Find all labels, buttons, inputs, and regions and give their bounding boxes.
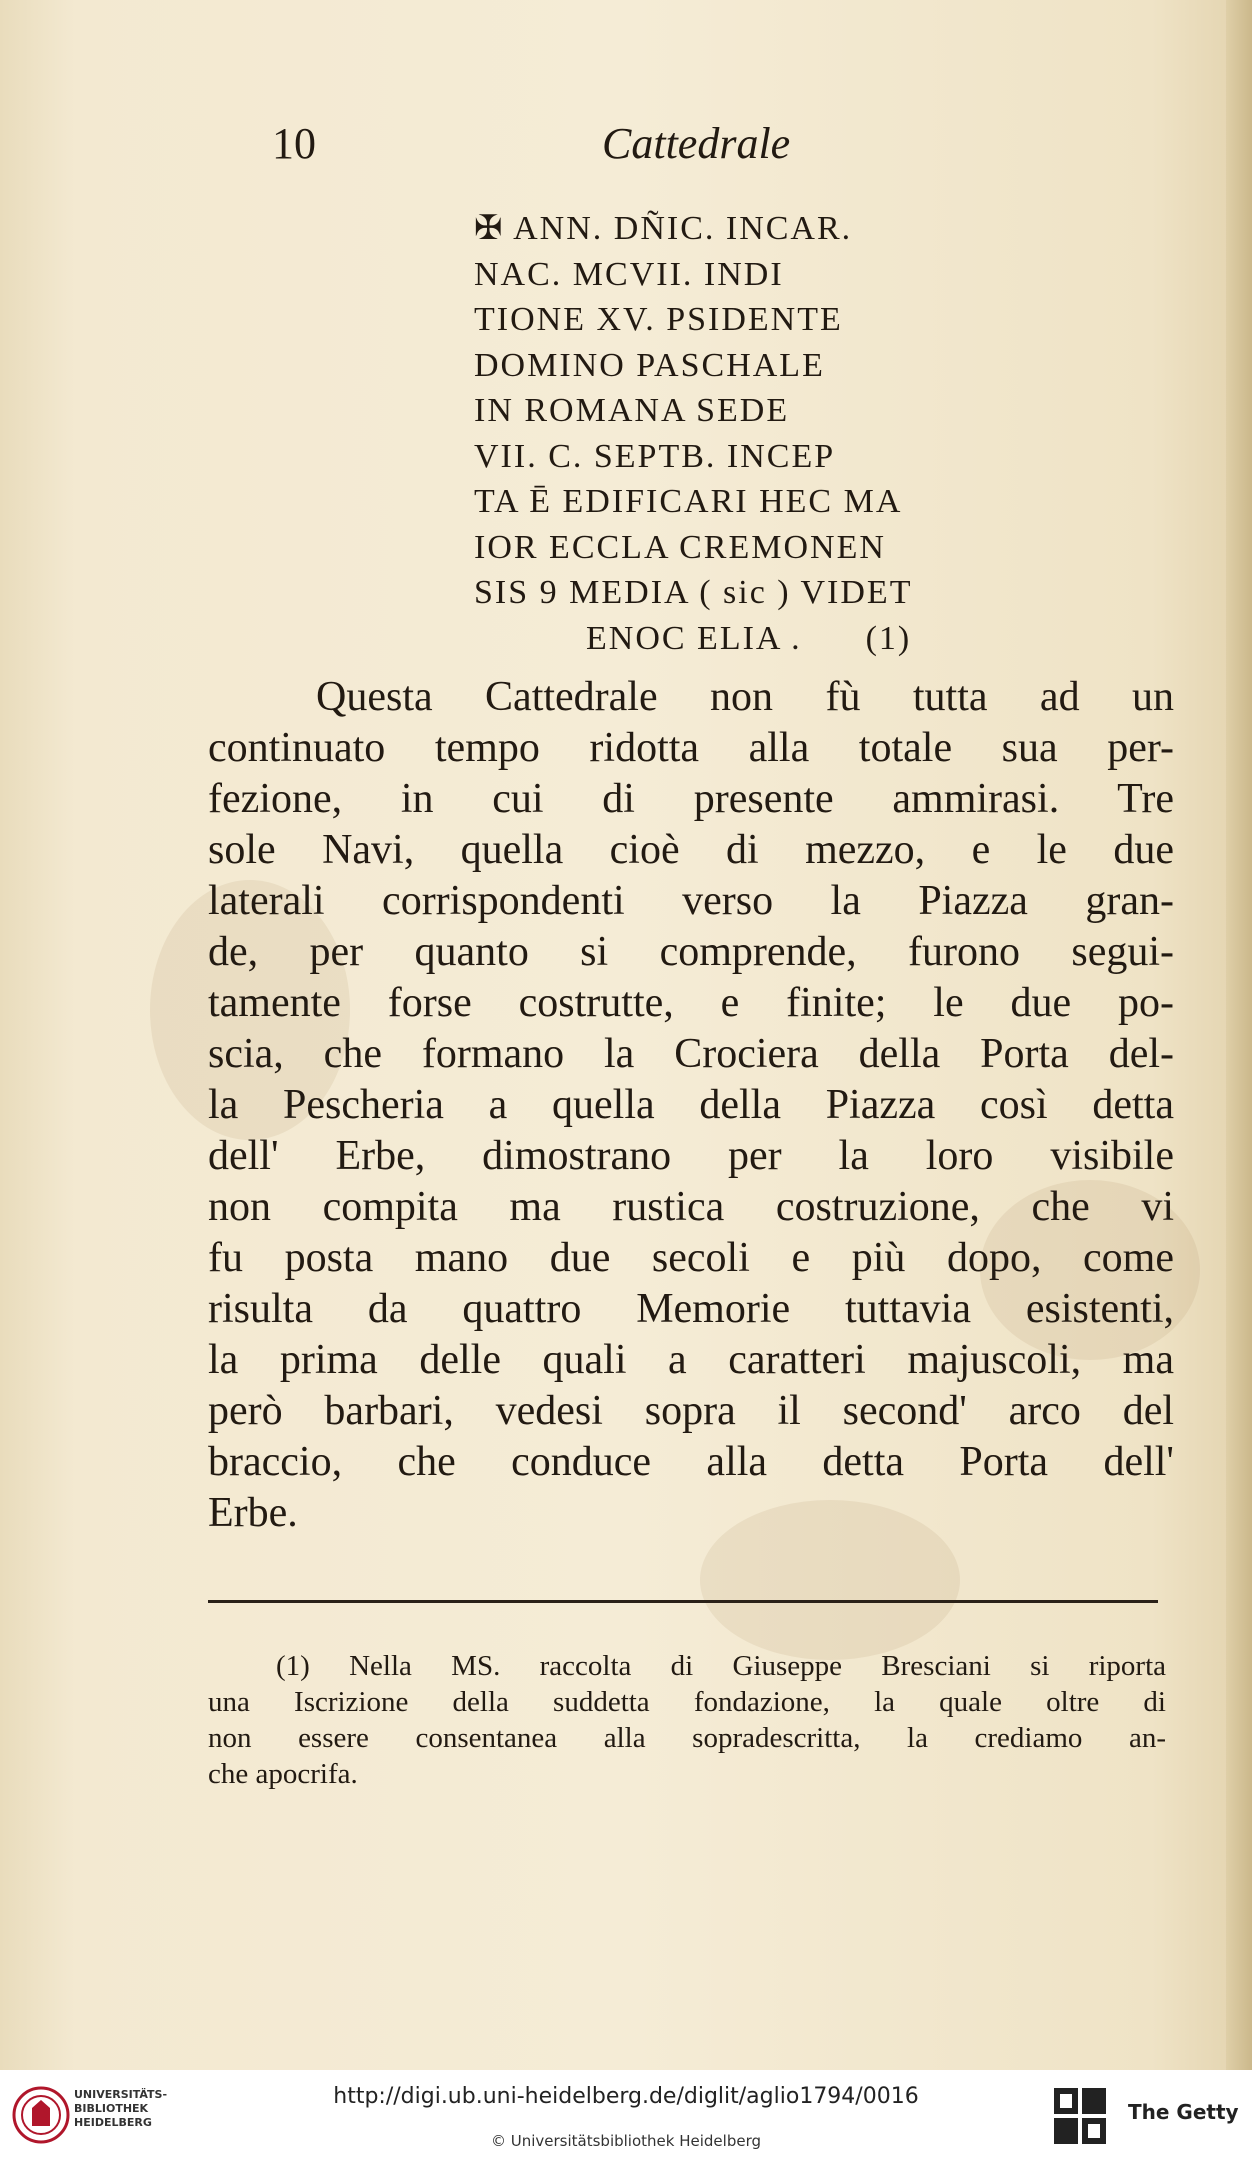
footnote bbox=[208, 1648, 1166, 1792]
inscription-line: ENOC ELIA . bbox=[586, 619, 802, 657]
footnote-reference: (1) bbox=[865, 619, 912, 657]
text-line: fu posta mano due secoli e più dopo, come bbox=[208, 1235, 1174, 1281]
text-line: non compita ma rustica costruzione, che vi bbox=[208, 1184, 1174, 1230]
footnote-line: (1) Nella MS. raccolta di Giuseppe Bresciani si riporta bbox=[276, 1650, 1166, 1682]
text-line: dell' Erbe, dimostrano per la loro visibile bbox=[208, 1133, 1174, 1179]
text-line: Questa Cattedrale non fù tutta ad un bbox=[316, 674, 1174, 720]
getty-logo-icon bbox=[1052, 2086, 1108, 2146]
text-line: laterali corrispondenti verso la Piazza gran- bbox=[208, 878, 1174, 924]
inscription-last-line bbox=[474, 616, 1034, 662]
inscription-line: VII. C. SEPTB. INCEP bbox=[474, 437, 836, 475]
page-edge bbox=[1226, 0, 1252, 2070]
inscription-line: IN ROMANA SEDE bbox=[474, 392, 790, 429]
text-line: sole Navi, quella cioè di mezzo, e le due bbox=[208, 827, 1174, 873]
running-title: Cattedrale bbox=[602, 119, 791, 168]
text-line: però barbari, vedesi sopra il second' arco del bbox=[208, 1388, 1174, 1434]
inscription-line: IOR ECCLA CREMONEN bbox=[474, 528, 886, 566]
inscription-line: NAC. MCVII. INDI bbox=[474, 255, 784, 293]
footnote-divider bbox=[208, 1600, 1158, 1603]
inscription-block bbox=[474, 206, 1034, 661]
text-line: la prima delle quali a caratteri majuscoli, ma bbox=[208, 1337, 1174, 1383]
text-line: braccio, che conduce alla detta Porta dell' bbox=[208, 1439, 1174, 1485]
page-number: 10 bbox=[272, 119, 316, 168]
text-line: tamente forse costrutte, e finite; le due po- bbox=[208, 980, 1174, 1026]
inscription-line: TIONE XV. PSIDENTE bbox=[474, 301, 843, 338]
footnote-line: che apocrifa. bbox=[208, 1758, 358, 1790]
page-header bbox=[272, 118, 1152, 178]
text-line: Erbe. bbox=[208, 1490, 298, 1536]
partner-name: The Getty bbox=[1128, 2100, 1239, 2124]
inscription-line: ✠ ANN. DÑIC. INCAR. bbox=[474, 210, 853, 247]
text-line: la Pescheria a quella della Piazza così detta bbox=[208, 1082, 1174, 1128]
footnote-line: una Iscrizione della suddetta fondazione, la quale oltre di bbox=[208, 1686, 1166, 1718]
viewer-footer bbox=[0, 2070, 1252, 2162]
inscription-line: TA Ē EDIFICARI HEC MA bbox=[474, 483, 903, 520]
inscription-line: SIS 9 MEDIA ( sic ) VIDET bbox=[474, 574, 913, 611]
library-name: UNIVERSITÄTS- BIBLIOTHEK HEIDELBERG bbox=[74, 2088, 168, 2129]
text-line: risulta da quattro Memorie tuttavia esistenti, bbox=[208, 1286, 1174, 1332]
inscription-line: DOMINO PASCHALE bbox=[474, 346, 825, 384]
text-line: de, per quanto si comprende, furono segui- bbox=[208, 929, 1174, 975]
body-paragraph bbox=[208, 672, 1174, 1539]
document-url-link[interactable]: http://digi.ub.uni-heidelberg.de/diglit/aglio1794/0016 bbox=[333, 2084, 919, 2109]
text-line: scia, che formano la Crociera della Porta del- bbox=[208, 1031, 1174, 1077]
copyright-notice: © Universitätsbibliothek Heidelberg bbox=[490, 2132, 761, 2150]
text-line: continuato tempo ridotta alla totale sua per- bbox=[208, 725, 1174, 771]
footnote-line: non essere consentanea alla sopradescritta, la crediamo an- bbox=[208, 1722, 1166, 1754]
text-line: fezione, in cui di presente ammirasi. Tre bbox=[208, 776, 1174, 822]
